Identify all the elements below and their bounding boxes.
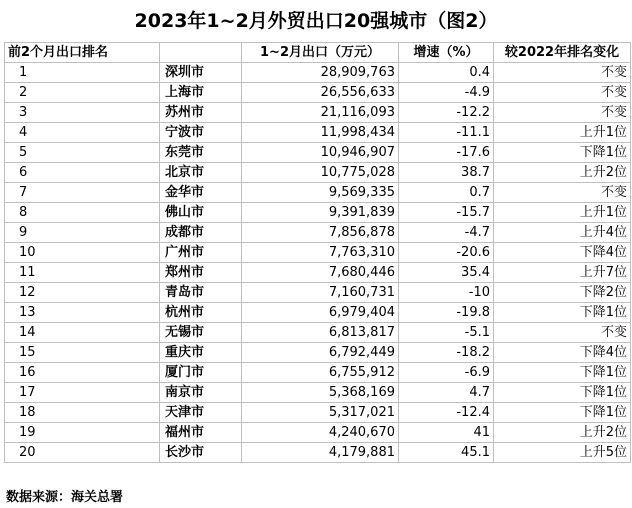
city-cell: 南京市 — [160, 383, 242, 403]
table-row — [5, 123, 631, 143]
growth-cell: -10 — [399, 283, 494, 303]
export-cell: 4,240,670 — [242, 423, 399, 443]
rank-cell: 4 — [5, 123, 160, 143]
rank-cell: 6 — [5, 163, 160, 183]
header-growth: 增速（%） — [399, 43, 494, 63]
rank-cell: 19 — [5, 423, 160, 443]
city-cell: 天津市 — [160, 403, 242, 423]
rank-change-cell: 不变 — [494, 83, 631, 103]
city-cell: 深圳市 — [160, 63, 242, 83]
growth-cell: 45.1 — [399, 443, 494, 463]
city-cell: 长沙市 — [160, 443, 242, 463]
rank-cell: 14 — [5, 323, 160, 343]
city-cell: 东莞市 — [160, 143, 242, 163]
table-row — [5, 443, 631, 463]
city-cell: 宁波市 — [160, 123, 242, 143]
table-row — [5, 63, 631, 83]
data-source: 数据来源：海关总署 — [6, 490, 124, 505]
export-cell: 6,979,404 — [242, 303, 399, 323]
growth-cell: -20.6 — [399, 243, 494, 263]
growth-cell: -6.9 — [399, 363, 494, 383]
city-cell: 北京市 — [160, 163, 242, 183]
export-cell: 5,317,021 — [242, 403, 399, 423]
city-cell: 郑州市 — [160, 263, 242, 283]
rank-change-cell: 上升4位 — [494, 223, 631, 243]
table-row — [5, 323, 631, 343]
growth-cell: -11.1 — [399, 123, 494, 143]
export-cell: 5,368,169 — [242, 383, 399, 403]
rank-change-cell: 不变 — [494, 183, 631, 203]
rank-cell: 9 — [5, 223, 160, 243]
city-cell: 成都市 — [160, 223, 242, 243]
growth-cell: -12.4 — [399, 403, 494, 423]
city-cell: 广州市 — [160, 243, 242, 263]
rank-change-cell: 下降1位 — [494, 303, 631, 323]
table-row — [5, 183, 631, 203]
rank-change-cell: 下降4位 — [494, 343, 631, 363]
rank-cell: 2 — [5, 83, 160, 103]
city-cell: 苏州市 — [160, 103, 242, 123]
export-cell: 7,856,878 — [242, 223, 399, 243]
export-cell: 9,569,335 — [242, 183, 399, 203]
rank-change-cell: 下降1位 — [494, 403, 631, 423]
growth-cell: 38.7 — [399, 163, 494, 183]
export-cell: 6,813,817 — [242, 323, 399, 343]
rank-cell: 17 — [5, 383, 160, 403]
growth-cell: -4.9 — [399, 83, 494, 103]
growth-cell: -12.2 — [399, 103, 494, 123]
rank-cell: 5 — [5, 143, 160, 163]
rank-cell: 11 — [5, 263, 160, 283]
rank-cell: 7 — [5, 183, 160, 203]
rank-change-cell: 上升2位 — [494, 163, 631, 183]
city-cell: 无锡市 — [160, 323, 242, 343]
rank-cell: 20 — [5, 443, 160, 463]
export-cell: 10,775,028 — [242, 163, 399, 183]
rank-change-cell: 上升7位 — [494, 263, 631, 283]
city-cell: 厦门市 — [160, 363, 242, 383]
table-row — [5, 383, 631, 403]
export-cell: 26,556,633 — [242, 83, 399, 103]
export-cell: 7,160,731 — [242, 283, 399, 303]
export-cell: 10,946,907 — [242, 143, 399, 163]
growth-cell: -15.7 — [399, 203, 494, 223]
rank-cell: 18 — [5, 403, 160, 423]
rank-cell: 13 — [5, 303, 160, 323]
rank-cell: 12 — [5, 283, 160, 303]
export-cell: 4,179,881 — [242, 443, 399, 463]
table-row — [5, 423, 631, 443]
table-title: 2023年1~2月外贸出口20强城市（图2） — [134, 10, 498, 32]
growth-cell: 4.7 — [399, 383, 494, 403]
table-row — [5, 263, 631, 283]
table-row — [5, 143, 631, 163]
growth-cell: -19.8 — [399, 303, 494, 323]
city-cell: 杭州市 — [160, 303, 242, 323]
city-cell: 重庆市 — [160, 343, 242, 363]
header-rank: 前2个月出口排名 — [5, 43, 160, 63]
city-cell: 佛山市 — [160, 203, 242, 223]
header-export: 1~2月出口（万元） — [242, 43, 399, 63]
rank-change-cell: 上升5位 — [494, 443, 631, 463]
export-cell: 9,391,839 — [242, 203, 399, 223]
city-cell: 金华市 — [160, 183, 242, 203]
rank-change-cell: 上升1位 — [494, 123, 631, 143]
growth-cell: -17.6 — [399, 143, 494, 163]
table-row — [5, 283, 631, 303]
table-row — [5, 223, 631, 243]
rank-change-cell: 下降1位 — [494, 143, 631, 163]
table-row — [5, 203, 631, 223]
table-row — [5, 163, 631, 183]
export-cell: 7,680,446 — [242, 263, 399, 283]
export-cell: 7,763,310 — [242, 243, 399, 263]
table-row — [5, 303, 631, 323]
header-row — [5, 43, 631, 63]
table-row — [5, 363, 631, 383]
growth-cell: -5.1 — [399, 323, 494, 343]
rank-change-cell: 上升2位 — [494, 423, 631, 443]
rank-change-cell: 下降2位 — [494, 283, 631, 303]
rank-cell: 10 — [5, 243, 160, 263]
table-row — [5, 243, 631, 263]
export-cell: 11,998,434 — [242, 123, 399, 143]
growth-cell: 0.7 — [399, 183, 494, 203]
rank-change-cell: 下降1位 — [494, 363, 631, 383]
export-cell: 28,909,763 — [242, 63, 399, 83]
header-rank-change: 较2022年排名变化 — [494, 43, 631, 63]
rank-cell: 16 — [5, 363, 160, 383]
growth-cell: -4.7 — [399, 223, 494, 243]
growth-cell: 35.4 — [399, 263, 494, 283]
table-row — [5, 343, 631, 363]
export-ranking-table — [4, 42, 631, 463]
rank-cell: 3 — [5, 103, 160, 123]
growth-cell: -18.2 — [399, 343, 494, 363]
rank-change-cell: 不变 — [494, 63, 631, 83]
city-cell: 上海市 — [160, 83, 242, 103]
rank-change-cell: 下降1位 — [494, 383, 631, 403]
rank-cell: 8 — [5, 203, 160, 223]
table-row — [5, 403, 631, 423]
table-row — [5, 83, 631, 103]
header-city — [160, 43, 242, 63]
rank-change-cell: 上升1位 — [494, 203, 631, 223]
city-cell: 青岛市 — [160, 283, 242, 303]
rank-cell: 15 — [5, 343, 160, 363]
rank-change-cell: 不变 — [494, 323, 631, 343]
rank-change-cell: 不变 — [494, 103, 631, 123]
growth-cell: 0.4 — [399, 63, 494, 83]
rank-change-cell: 下降4位 — [494, 243, 631, 263]
rank-cell: 1 — [5, 63, 160, 83]
growth-cell: 41 — [399, 423, 494, 443]
table-row — [5, 103, 631, 123]
export-cell: 6,792,449 — [242, 343, 399, 363]
export-cell: 21,116,093 — [242, 103, 399, 123]
city-cell: 福州市 — [160, 423, 242, 443]
export-cell: 6,755,912 — [242, 363, 399, 383]
